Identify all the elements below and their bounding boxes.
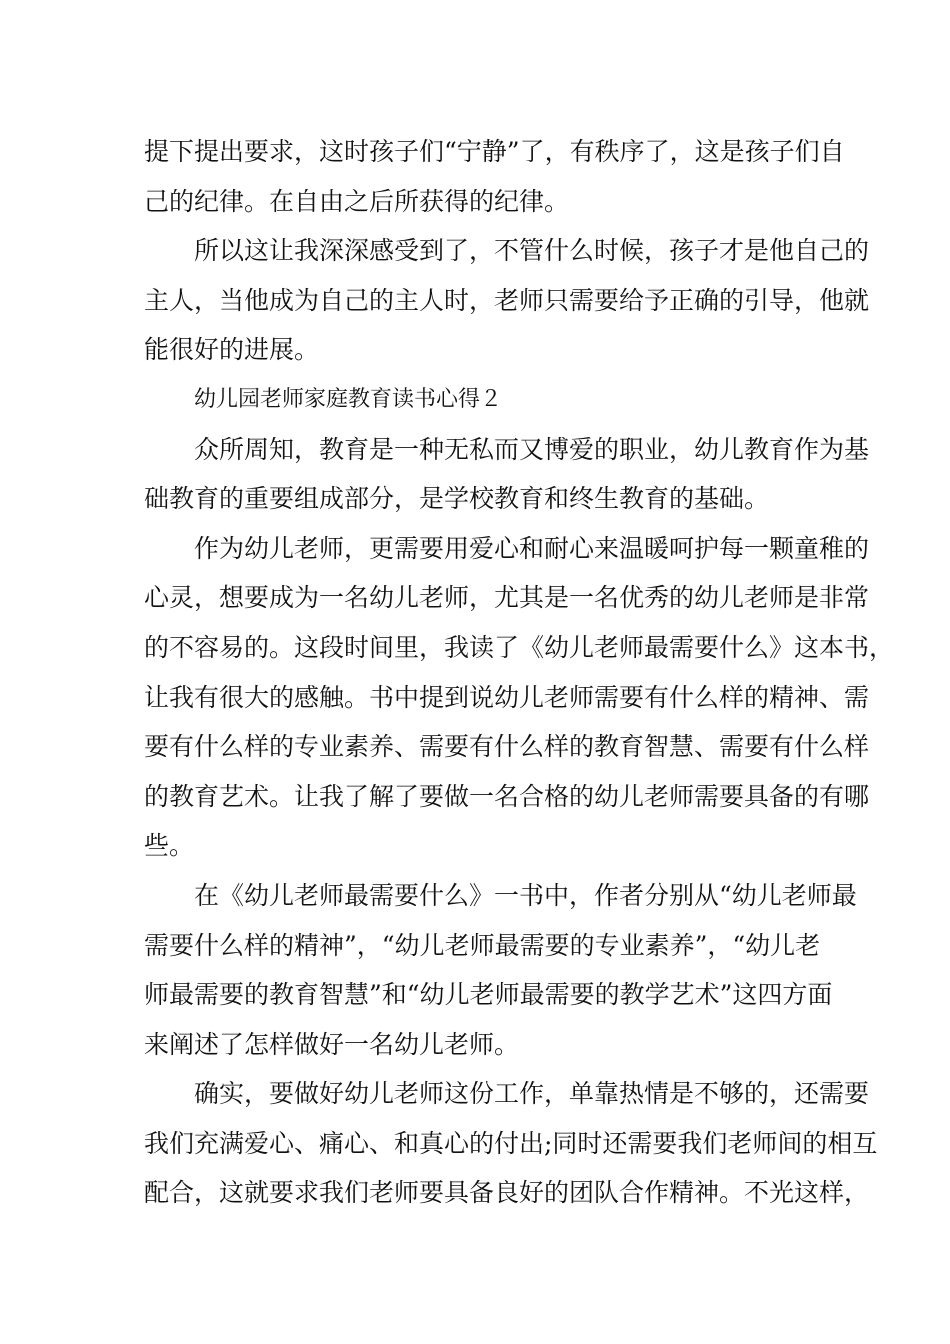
- text-line: 需要什么样的精神”，“幼儿老师最需要的专业素养”，“幼儿老: [144, 930, 821, 960]
- text-line: 能很好的进展。: [144, 335, 320, 365]
- paragraph-children-masters: [144, 226, 870, 375]
- text-line: 师最需要的教育智慧”和“幼儿老师最需要的教学艺术”这四方面: [144, 980, 833, 1010]
- text-line: 的教育艺术。让我了解了要做一名合格的幼儿老师需要具备的有哪: [144, 781, 870, 811]
- paragraph-as-teacher: [144, 524, 895, 871]
- text-line: 作为幼儿老师，更需要用爱心和耐心来温暖呵护每一颗童稚的: [194, 533, 870, 563]
- text-line: 己的纪律。在自由之后所获得的纪律。: [144, 186, 570, 216]
- text-line: 的不容易的。这段时间里，我读了《幼儿老师最需要什么》这本书，: [144, 632, 895, 662]
- text-line: 众所周知，教育是一种无私而又博爱的职业，幼儿教育作为基: [194, 434, 870, 464]
- text-line: 在《幼儿老师最需要什么》一书中，作者分别从“幼儿老师最: [194, 880, 857, 910]
- text-line: 提下提出要求，这时孩子们“宁静”了，有秩序了，这是孩子们自: [144, 137, 845, 166]
- text-line: 我们充满爱心、痛心、和真心的付出;同时还需要我们老师间的相互: [144, 1128, 878, 1158]
- text-line: 让我有很大的感触。书中提到说幼儿老师需要有什么样的精神、需: [144, 682, 870, 712]
- paragraph-teamwork: [144, 1069, 878, 1218]
- section-heading: [144, 375, 834, 425]
- text-line: 础教育的重要组成部分，是学校教育和终生教育的基础。: [144, 484, 770, 514]
- text-line: 心灵，想要成为一名幼儿老师，尤其是一名优秀的幼儿老师是非常: [144, 583, 870, 613]
- text-line: 要有什么样的专业素养、需要有什么样的教育智慧、需要有什么样: [144, 732, 870, 762]
- text-line: 主人，当他成为自己的主人时，老师只需要给予正确的引导，他就: [144, 285, 870, 315]
- text-line: 些。: [144, 831, 195, 861]
- paragraph-education-basics: [144, 425, 870, 524]
- body-text: [144, 127, 895, 1218]
- paragraph-book-content: [144, 871, 857, 1069]
- paragraph-discipline: [144, 127, 845, 226]
- section-title: 幼儿园老师家庭教育读书心得２: [194, 386, 503, 412]
- text-line: 来阐述了怎样做好一名幼儿老师。: [144, 1029, 520, 1059]
- text-line: 配合，这就要求我们老师要具备良好的团队合作精神。不光这样，: [144, 1178, 870, 1208]
- text-line: 确实，要做好幼儿老师这份工作，单靠热情是不够的，还需要: [194, 1079, 870, 1109]
- text-line: 所以这让我深深感受到了，不管什么时候，孩子才是他自己的: [194, 236, 870, 266]
